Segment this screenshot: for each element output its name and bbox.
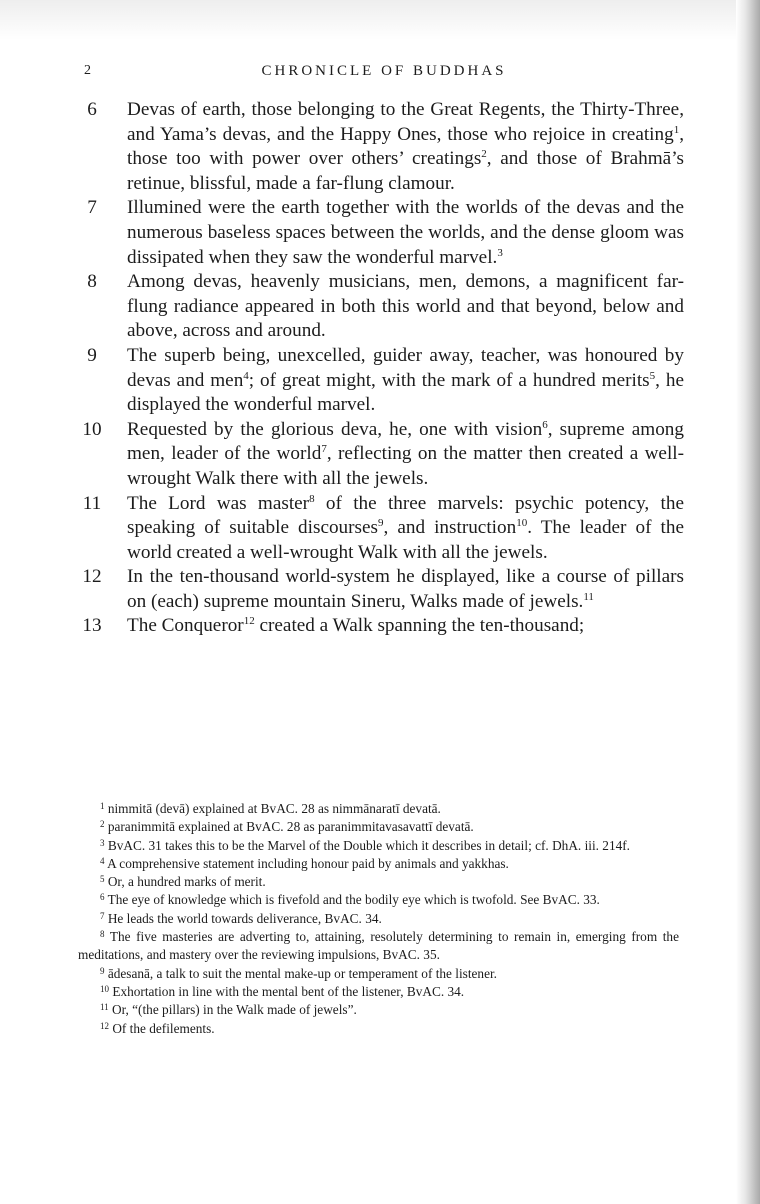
footnote-2 xyxy=(78,818,679,836)
page-number: 2 xyxy=(84,63,91,78)
footnote-mark: 6 xyxy=(100,892,105,903)
footnote-reference[interactable]: 8 xyxy=(309,492,315,505)
verse-text xyxy=(127,565,684,614)
footnote-text: Of the defilements. xyxy=(112,1020,215,1036)
footnote-mark: 10 xyxy=(100,983,109,994)
footnote-mark: 5 xyxy=(100,874,105,885)
spine-shadow xyxy=(736,0,760,1204)
footnote-reference[interactable]: 4 xyxy=(243,369,249,382)
footnote-reference[interactable]: 6 xyxy=(542,418,548,431)
footnote-mark: 7 xyxy=(100,910,105,921)
footnote-text: nimmitā (devā) explained at BvAC. 28 as nimmānaratī devatā. xyxy=(107,801,441,816)
running-head xyxy=(84,60,684,82)
verse-text xyxy=(127,614,684,639)
verse-text xyxy=(127,344,684,418)
footnote-text: Exhortation in line with the mental bent of the listener, BvAC. 34. xyxy=(112,983,465,999)
footnote-reference[interactable]: 2 xyxy=(481,148,487,161)
verse-number: 9 xyxy=(87,344,97,366)
footnote-4 xyxy=(78,855,679,873)
verse-text-segment: Illumined were the earth together with the worlds of the devas and the numerous baseless spaces between the worlds, and the dense gloom was dissipated when they saw the wonderful marvel. xyxy=(127,197,684,268)
footnote-12 xyxy=(78,1020,679,1038)
footnote-mark: 4 xyxy=(100,855,105,866)
verse-13 xyxy=(72,614,684,639)
footnote-3 xyxy=(78,837,679,855)
verse-text-segment: . The leader of the world created a well-wrought Walk with all the jewels. xyxy=(127,517,684,563)
verse-6 xyxy=(72,98,684,196)
verse-number: 6 xyxy=(87,99,97,120)
footnote-reference[interactable]: 1 xyxy=(673,123,680,136)
footnote-mark: 3 xyxy=(100,837,105,848)
footnote-reference[interactable]: 3 xyxy=(497,246,503,259)
verse-text-segment: The Lord was master xyxy=(127,492,310,514)
footnote-reference[interactable]: 12 xyxy=(243,615,255,628)
footnote-mark: 8 xyxy=(100,929,105,940)
footnote-11 xyxy=(78,1001,679,1019)
verse-text xyxy=(127,418,684,492)
footnote-mark: 11 xyxy=(100,1002,109,1013)
footnote-text: Or, a hundred marks of merit. xyxy=(107,874,266,890)
footnote-mark: 9 xyxy=(100,965,105,976)
footnote-mark: 12 xyxy=(100,1020,109,1031)
footnote-reference[interactable]: 5 xyxy=(649,369,656,382)
verse-12 xyxy=(72,565,684,614)
verse-number: 13 xyxy=(82,615,102,637)
verse-text xyxy=(127,98,684,196)
verse-text xyxy=(127,492,684,566)
footnote-text: The five masteries are adverting to, attaining, resolutely determining to remain in, emerging from the meditations, and mastery over the reviewing impulsions, BvAC. 35. xyxy=(78,929,679,963)
verse-7 xyxy=(72,196,684,270)
footnote-text: The eye of knowledge which is fivefold and the bodily eye which is twofold. See BvAC. 33. xyxy=(107,892,600,908)
verse-number: 8 xyxy=(87,271,97,293)
footnote-10 xyxy=(78,983,679,1001)
verse-text-segment: In the ten-thousand world-system he displayed, like a course of pillars on (each) supreme mountain Sineru, Walks made of jewels. xyxy=(127,566,684,612)
footnote-list xyxy=(78,800,679,1038)
verse-text-segment: created a Walk spanning the ten-thousand; xyxy=(254,615,585,637)
verse-number: 10 xyxy=(82,418,102,440)
verse-number: 12 xyxy=(82,566,102,588)
footnote-mark: 1 xyxy=(100,801,105,811)
footnote-reference[interactable]: 10 xyxy=(516,517,528,530)
verse-9 xyxy=(72,344,684,418)
footnote-reference[interactable]: 9 xyxy=(377,517,384,530)
verse-text xyxy=(127,270,684,344)
verse-number: 7 xyxy=(87,197,97,219)
book-title: CHRONICLE OF BUDDHAS xyxy=(261,63,507,79)
verse-text-segment: The superb being, unexcelled, guider away, teacher, was honoured by devas and men xyxy=(127,344,684,391)
footnote-9 xyxy=(78,965,679,983)
verse-text-segment: , those too with power over others’ creatings xyxy=(127,123,684,170)
verse-11 xyxy=(72,492,684,566)
footnote-reference[interactable]: 11 xyxy=(583,590,594,603)
verse-number: 11 xyxy=(82,492,102,514)
footnote-6 xyxy=(78,891,679,909)
page-top-shadow xyxy=(0,0,760,40)
verse-text-segment: , he displayed the wonderful marvel. xyxy=(127,369,684,416)
verse-text-segment: Among devas, heavenly musicians, men, demons, a magnificent far-flung radiance appeared in both this world and that beyond, below and above, across and around. xyxy=(127,271,684,342)
verse-text xyxy=(127,196,684,270)
verse-text-segment: , supreme among men, leader of the world xyxy=(127,418,684,465)
footnote-5 xyxy=(78,873,679,891)
footnote-text: A comprehensive statement including honour paid by animals and yakkhas. xyxy=(107,855,509,871)
verse-text-segment: The Conqueror xyxy=(127,615,244,637)
verse-10 xyxy=(72,418,684,492)
footnote-text: Or, “(the pillars) in the Walk made of jewels”. xyxy=(112,1002,357,1018)
verse-list xyxy=(72,98,684,639)
verse-text-segment: , reflecting on the matter then created a well-wrought Walk there with all the jewels. xyxy=(127,443,684,489)
verse-text-segment: , and those of Brahmā’s retinue, blissful, made a far-flung clamour. xyxy=(127,148,684,194)
verse-8 xyxy=(72,270,684,344)
footnote-7 xyxy=(78,910,679,928)
verse-text-segment: Requested by the glorious deva, he, one with vision xyxy=(127,418,543,440)
footnote-reference[interactable]: 7 xyxy=(321,443,327,456)
verse-text-segment: , and instruction xyxy=(383,517,517,539)
footnote-8 xyxy=(78,928,679,965)
verse-text-segment: of the three marvels: psychic potency, the speaking of suitable discourses xyxy=(127,492,684,539)
footnote-text: He leads the world towards deliverance, BvAC. 34. xyxy=(107,910,382,926)
footnote-text: ādesanā, a talk to suit the mental make-up or temperament of the listener. xyxy=(107,965,497,981)
footnote-1 xyxy=(78,800,679,818)
footnote-text: BvAC. 31 takes this to be the Marvel of the Double which it describes in detail; cf. DhA. iii. 214f. xyxy=(107,837,630,853)
footnote-mark: 2 xyxy=(100,819,105,830)
verse-text-segment: ; of great might, with the mark of a hundred merits xyxy=(248,369,650,391)
verse-text-segment: Devas of earth, those belonging to the Great Regents, the Thirty-Three, and Yama’s devas, and the Happy Ones, those who rejoice in creating xyxy=(127,99,684,145)
footnote-text: paranimmitā explained at BvAC. 28 as paranimmitavasavattī devatā. xyxy=(107,819,474,835)
